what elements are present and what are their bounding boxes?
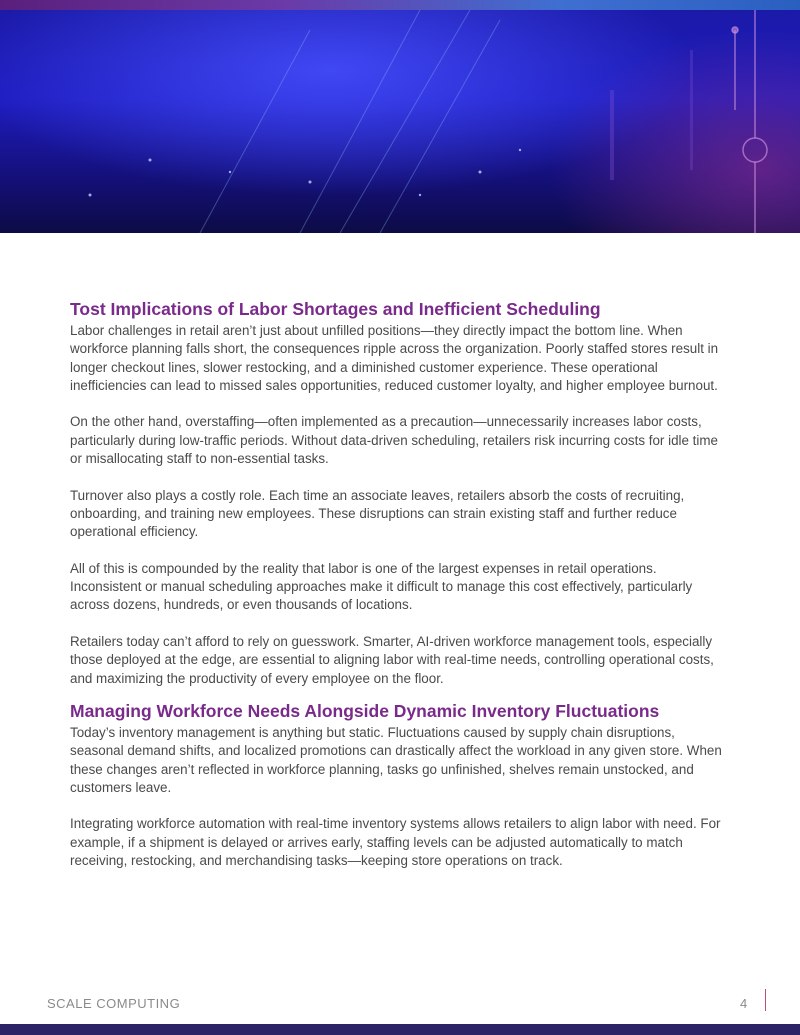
paragraph: Turnover also plays a costly role. Each time an associate leaves, retailers absorb the costs of recruiting, onboarding, and training new employees. These disruptions can strain existing staff and further reduce operational efficiency. bbox=[70, 487, 685, 540]
bottom-accent-bar bbox=[0, 1024, 800, 1035]
article-body bbox=[70, 296, 730, 870]
paragraph: Labor challenges in retail aren’t just about unfilled positions—they directly impact the bottom line. When workforce planning falls short, the consequences ripple across the organization. Poorly staffed stores result in longer checkout lines, slower restocking, and a diminished customer experience. These operational inefficiencies can lead to missed sales opportunities, reduced customer loyalty, and higher employee burnout. bbox=[70, 323, 719, 393]
paragraph: Retailers today can’t afford to rely on guesswork. Smarter, AI-driven workforce management tools, especially those deployed at the edge, are essential to aligning labor with real-time needs, controlling operational costs, and maximizing the productivity of every employee on the floor. bbox=[70, 634, 714, 686]
banner-light-streaks bbox=[0, 10, 800, 233]
paragraph: Integrating workforce automation with real-time inventory systems allows retailers to align labor with need. For example, if a shipment is delayed or arrives early, staffing levels can be adjusted automatically to match receiving, restocking, and merchandising tasks—keeping store operations on track. bbox=[70, 816, 721, 869]
section-heading-labor-costs: Tost Implications of Labor Shortages and Inefficient Scheduling bbox=[70, 299, 601, 319]
footer-divider bbox=[765, 989, 766, 1011]
paragraph: All of this is compounded by the reality that labor is one of the largest expenses in retail operations. Inconsistent or manual scheduling approaches make it difficult to manage this cost effectively, particularly across dozens, hundreds, or even thousands of locations. bbox=[70, 560, 693, 613]
paragraph: Today’s inventory management is anything but static. Fluctuations caused by supply chain disruptions, seasonal demand shifts, and localized promotions can drastically affect the workload in any given store. When these changes aren’t reflected in workforce planning, tasks go unfinished, shelves remain unstocked, and customers leave. bbox=[70, 724, 722, 795]
top-accent-stripe bbox=[0, 0, 800, 10]
page-number: 4 bbox=[740, 996, 748, 1011]
section-heading-inventory: Managing Workforce Needs Alongside Dynamic Inventory Fluctuations bbox=[70, 700, 660, 721]
hero-banner-image bbox=[0, 10, 800, 233]
footer-company-name: SCALE COMPUTING bbox=[47, 996, 181, 1011]
paragraph: On the other hand, overstaffing—often implemented as a precaution—unnecessarily increases labor costs, particularly during low-traffic periods. Without data-driven scheduling, retailers risk incurring costs for idle time or misallocating staff to non-essential tasks. bbox=[70, 414, 718, 467]
